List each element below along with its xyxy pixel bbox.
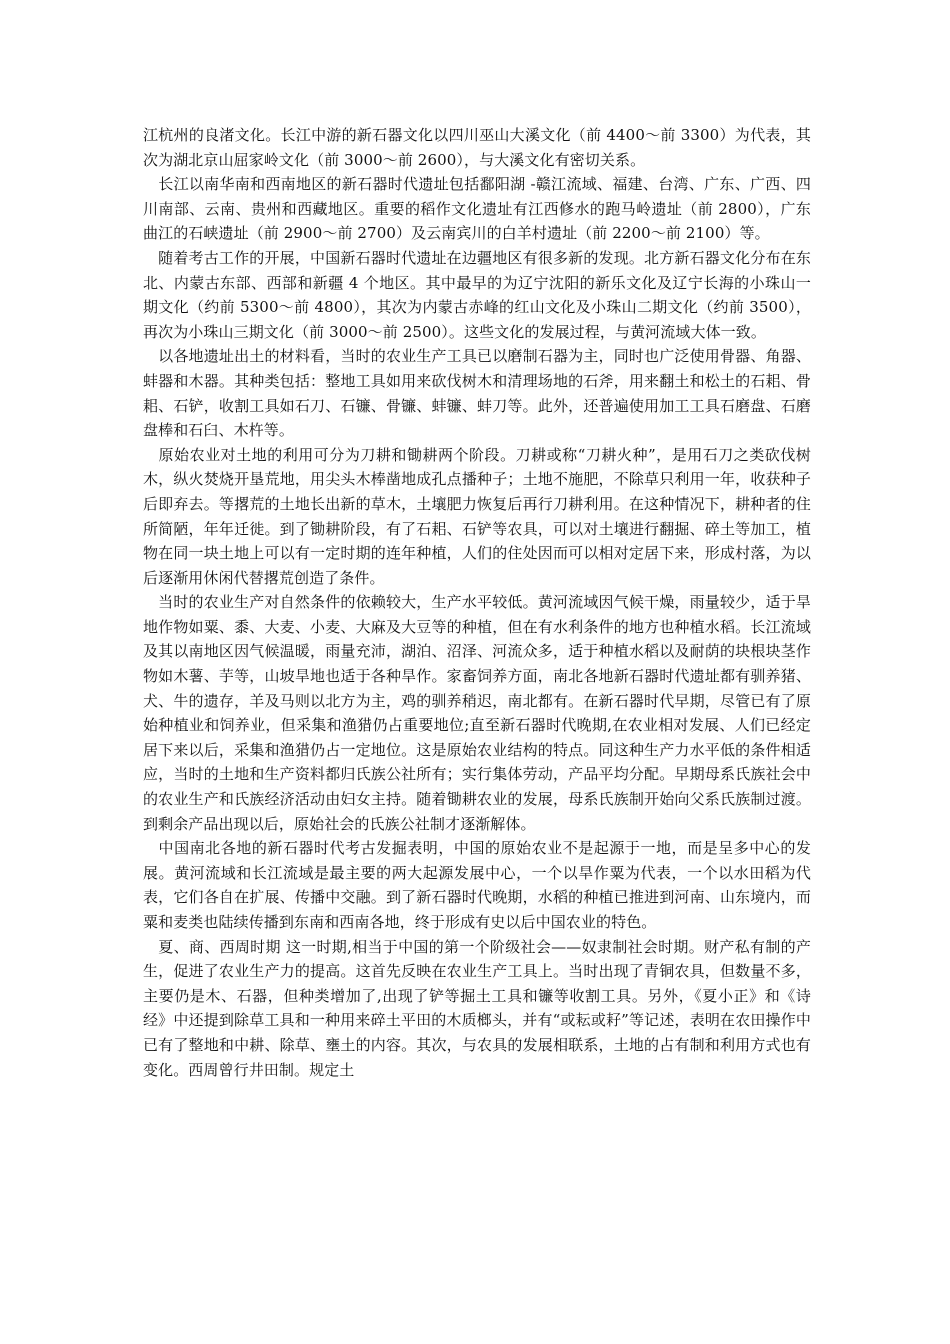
paragraph-8: 夏、商、西周时期 这一时期,相当于中国的第一个阶级社会——奴隶制社会时期。财产私有制的产生，促进了农业生产力的提高。这首先反映在农业生产工具上。当时出现了青铜农具，但数量不多，主要仍是木、石器，但种类增加了,出现了铲等掘土工具和镰等收割工具。另外，《夏小正》和《诗经》中还提到除草工具和一种用来碎土平田的木质榔头，并有“或耘或耔”等记述，表明在农田操作中已有了整地和中耕、除草、壅土的内容。其次，与农具的发展相联系，土地的占有制和利用方式也有变化。西周曾行井田制。规定土 xyxy=(143,937,811,1079)
paragraph-2: 长江以南华南和西南地区的新石器时代遗址包括鄱阳湖 -赣江流域、福建、台湾、广东、广西、四川南部、云南、贵州和西藏地区。重要的稻作文化遗址有江西修水的跑马岭遗址（前 2800），广东曲江的石峡遗址（前 2900～前 2700）及云南宾川的白羊村遗址（前 2200～前 2100）等。 xyxy=(143,175,811,243)
paragraph-3: 随着考古工作的开展，中国新石器时代遗址在边疆地区有很多新的发现。北方新石器文化分布在东北、内蒙古东部、西部和新疆 4 个地区。其中最早的为辽宁沈阳的新乐文化及辽宁长海的小珠山一期文化（约前 5300～前 4800），其次为内蒙古赤峰的红山文化及小珠山二期文化（约前 3500），再次为小珠山三期文化（前 3000～前 2500）。这些文化的发展过程，与黄河流域大体一致。 xyxy=(143,248,811,341)
paragraph-7: 中国南北各地的新石器时代考古发掘表明，中国的原始农业不是起源于一地，而是呈多中心的发展。黄河流域和长江流域是最主要的两大起源发展中心，一个以旱作粟为代表，一个以水田稻为代表，它们各自在扩展、传播中交融。到了新石器时代晚期，水稻的种植已推进到河南、山东境内，而粟和麦类也陆续传播到东南和西南各地，终于形成有史以后中国农业的特色。 xyxy=(143,839,811,931)
paragraph-1: 江杭州的良渚文化。长江中游的新石器文化以四川巫山大溪文化（前 4400～前 3300）为代表，其次为湖北京山屈家岭文化（前 3000～前 2600），与大溪文化有密切关系。 xyxy=(143,126,811,169)
paragraph-6: 当时的农业生产对自然条件的依赖较大，生产水平较低。黄河流域因气候干燥，雨量较少，适于旱地作物如粟、黍、大麦、小麦、大麻及大豆等的种植，但在有水利条件的地方也种植水稻。长江流域及其以南地区因气候温暖，雨量充沛，湖泊、沼泽、河流众多，适于种植水稻以及耐荫的块根块茎作物如木薯、芋等，山坡旱地也适于各种旱作。家畜饲养方面，南北各地新石器时代遗址都有驯养猪、犬、牛的遗存，羊及马则以北方为主，鸡的驯养稍迟，南北都有。在新石器时代早期，尽管已有了原始种植业和饲养业，但采集和渔猎仍占重要地位;直至新石器时代晚期,在农业相对发展、人们已经定居下来以后，采集和渔猎仍占一定地位。这是原始农业结构的特点。同这种生产力水平低的条件相适应，当时的土地和生产资料都归氏族公社所有；实行集体劳动，产品平均分配。早期母系氏族社会中的农业生产和氏族经济活动由妇女主持。随着锄耕农业的发展，母系氏族制开始向父系氏族制过渡。到剩余产品出现以后，原始社会的氏族公社制才逐渐解体。 xyxy=(143,593,811,833)
document-body xyxy=(143,123,811,1082)
paragraph-5: 原始农业对土地的利用可分为刀耕和锄耕两个阶段。刀耕或称“刀耕火种”，是用石刀之类砍伐树木，纵火焚烧开垦荒地，用尖头木棒凿地成孔点播种子；土地不施肥，不除草只利用一年，收获种子后即弃去。等撂荒的土地长出新的草木，土壤肥力恢复后再行刀耕利用。在这种情况下，耕种者的住所简陋，年年迁徙。到了锄耕阶段，有了石耜、石铲等农具，可以对土壤进行翻掘、碎土等加工，植物在同一块土地上可以有一定时期的连年种植，人们的住处因而可以相对定居下来，形成村落，为以后逐渐用休闲代替撂荒创造了条件。 xyxy=(143,445,811,587)
paragraph-4: 以各地遗址出土的材料看，当时的农业生产工具已以磨制石器为主，同时也广泛使用骨器、角器、蚌器和木器。其种类包括：整地工具如用来砍伐树木和清理场地的石斧，用来翻土和松土的石耜、骨耜、石铲，收割工具如石刀、石镰、骨镰、蚌镰、蚌刀等。此外，还普遍使用加工工具石磨盘、石磨盘棒和石臼、木杵等。 xyxy=(143,347,811,440)
